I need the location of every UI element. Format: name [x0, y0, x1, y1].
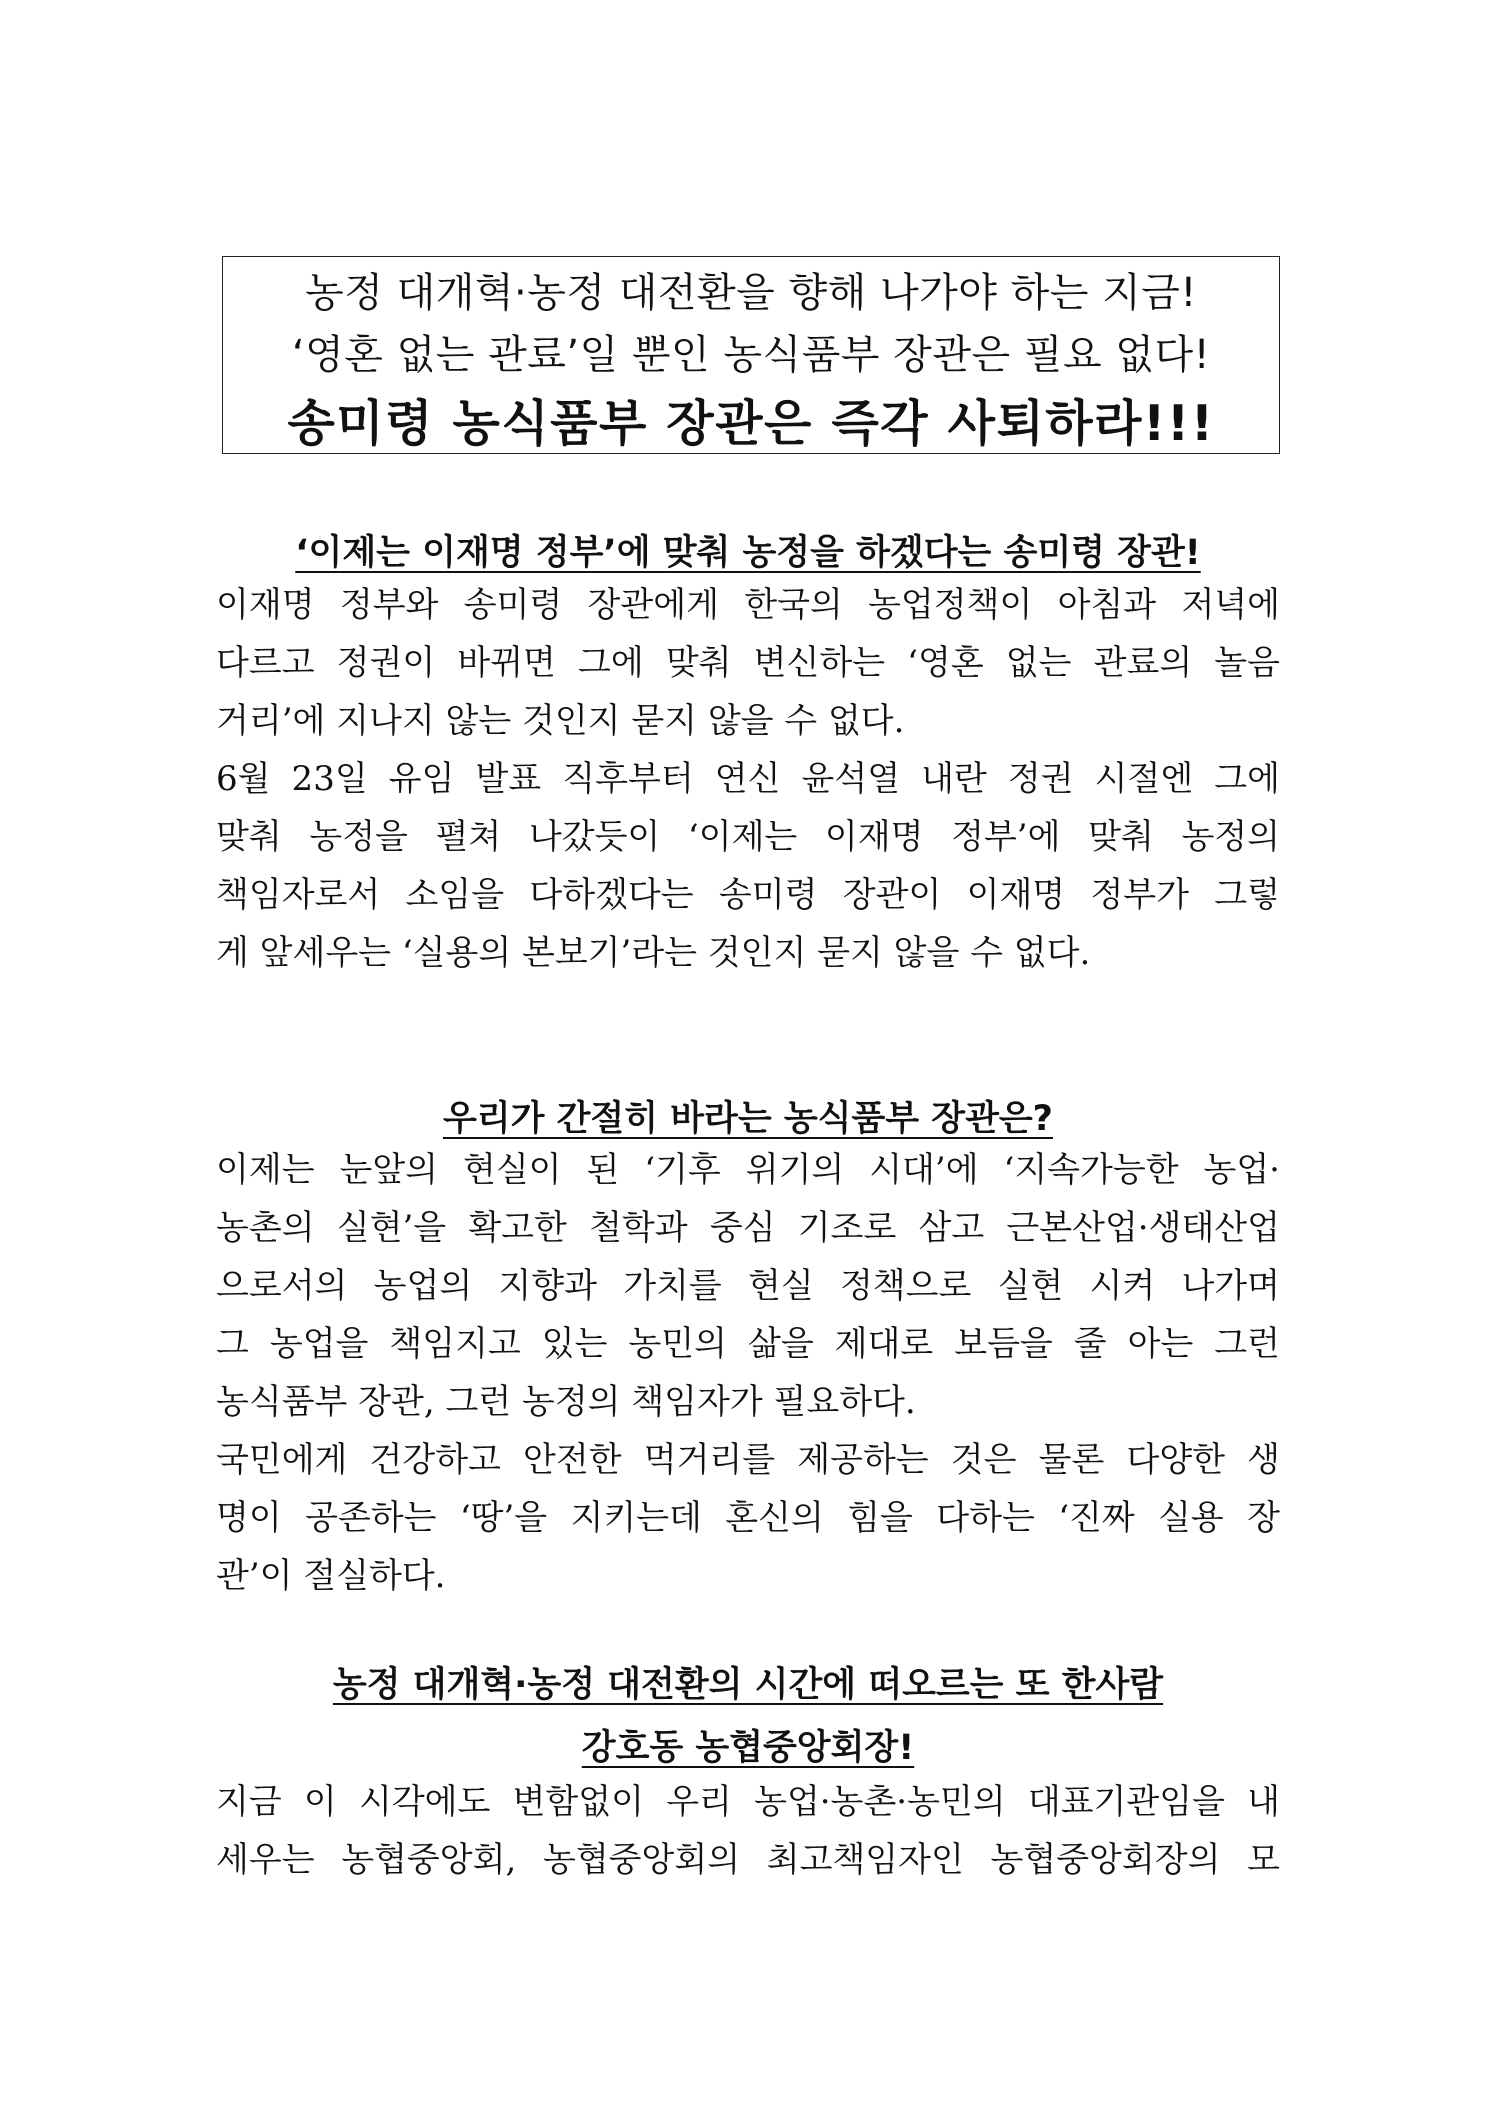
- paragraph-line: 이제는 눈앞의 현실이 된 ‘기후 위기의 시대’에 ‘지속가능한 농업·: [216, 1150, 1280, 1190]
- paragraph-line: 이재명 정부와 송미령 장관에게 한국의 농업정책이 아침과 저녁에: [216, 585, 1280, 625]
- section-3-heading-line-1: [216, 1657, 1280, 1707]
- section-1-body: [216, 576, 1280, 982]
- section-2-body: [216, 1141, 1280, 1605]
- paragraph-line: 다르고 정권이 바뀌면 그에 맞춰 변신하는 ‘영혼 없는 관료의 놀음: [216, 643, 1280, 683]
- paragraph-line: 명이 공존하는 ‘땅’을 지키는데 혼신의 힘을 다하는 ‘진짜 실용 장: [216, 1498, 1280, 1538]
- section-3-heading-line-2-text: 강호동 농협중앙회장!: [581, 1728, 915, 1768]
- paragraph-line: 책임자로서 소임을 다하겠다는 송미령 장관이 이재명 정부가 그렇: [216, 875, 1280, 915]
- section-3-heading-line-1-text: 농정 대개혁·농정 대전환의 시간에 떠오르는 또 한사람: [332, 1665, 1164, 1705]
- paragraph-line: 농식품부 장관, 그런 농정의 책임자가 필요하다.: [216, 1382, 916, 1422]
- paragraph-line: 지금 이 시각에도 변함없이 우리 농업·농촌·농민의 대표기관임을 내: [216, 1782, 1280, 1822]
- title-box: [222, 256, 1280, 454]
- paragraph-line: 관’이 절실하다.: [216, 1556, 446, 1596]
- section-2-heading: [216, 1091, 1280, 1141]
- paragraph-line: 거리’에 지나지 않는 것인지 묻지 않을 수 없다.: [216, 701, 905, 741]
- paragraph-line: 게 앞세우는 ‘실용의 본보기’라는 것인지 묻지 않을 수 없다.: [216, 933, 1091, 973]
- title-line-2: ‘영혼 없는 관료’일 뿐인 농식품부 장관은 필요 없다!: [291, 332, 1211, 378]
- paragraph-line: 으로서의 농업의 지향과 가치를 현실 정책으로 실현 시켜 나가며: [216, 1266, 1280, 1306]
- section-3-body: [216, 1773, 1280, 1889]
- paragraph-line: 농촌의 실현’을 확고한 철학과 중심 기조로 삼고 근본산업·생태산업: [216, 1208, 1280, 1248]
- title-line-3: 송미령 농식품부 장관은 즉각 사퇴하라!!!: [287, 395, 1215, 452]
- section-1-heading-text: ‘이제는 이재명 정부’에 맞춰 농정을 하겠다는 송미령 장관!: [295, 533, 1201, 573]
- paragraph-line: 맞춰 농정을 펼쳐 나갔듯이 ‘이제는 이재명 정부’에 맞춰 농정의: [216, 817, 1280, 857]
- section-3-heading-line-2: [216, 1720, 1280, 1770]
- section-2-heading-text: 우리가 간절히 바라는 농식품부 장관은?: [442, 1099, 1053, 1139]
- paragraph-line: 국민에게 건강하고 안전한 먹거리를 제공하는 것은 물론 다양한 생: [216, 1440, 1280, 1480]
- paragraph-line: 세우는 농협중앙회, 농협중앙회의 최고책임자인 농협중앙회장의 모: [216, 1840, 1280, 1880]
- paragraph-line: 그 농업을 책임지고 있는 농민의 삶을 제대로 보듬을 줄 아는 그런: [216, 1324, 1280, 1364]
- title-line-1: 농정 대개혁·농정 대전환을 향해 나가야 하는 지금!: [305, 270, 1197, 316]
- section-1-heading: [216, 525, 1280, 575]
- paragraph-line: 6월 23일 유임 발표 직후부터 연신 윤석열 내란 정권 시절엔 그에: [216, 759, 1280, 799]
